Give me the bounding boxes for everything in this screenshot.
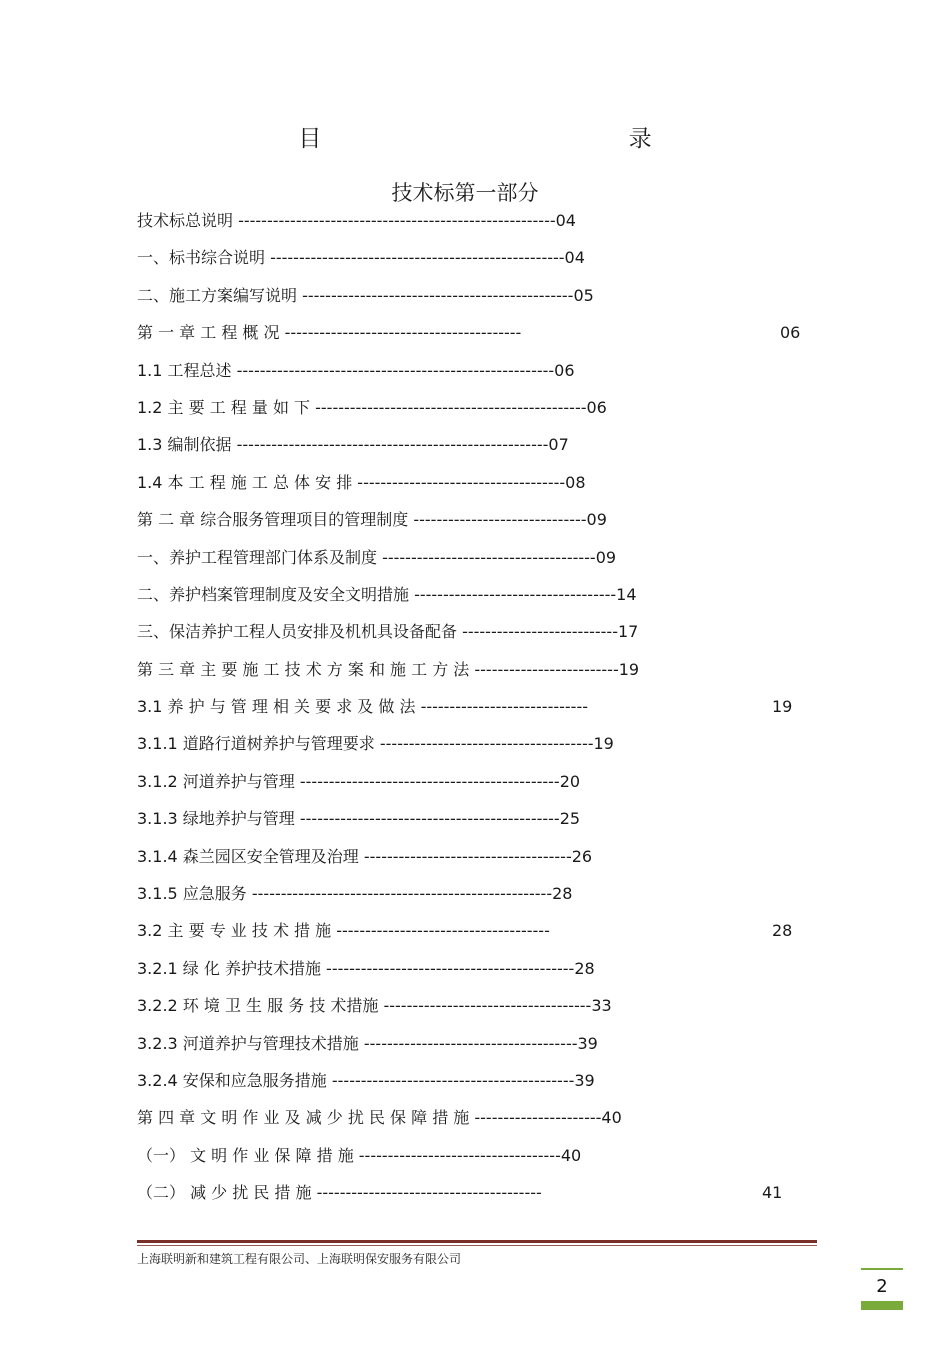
- toc-entry[interactable]: [137, 1143, 817, 1180]
- footer-divider: [137, 1240, 817, 1243]
- toc-entry[interactable]: [137, 1031, 817, 1068]
- toc-entry[interactable]: [137, 881, 817, 918]
- toc-entry-text: 3.2 主 要 专 业 技 术 措 施 -------------------------------------: [137, 921, 550, 941]
- toc-entry[interactable]: [137, 993, 817, 1030]
- toc-entry[interactable]: [137, 657, 817, 694]
- toc-entry-text: 3.1.5 应急服务 ----------------------------------------------------28: [137, 884, 573, 904]
- toc-entry[interactable]: [137, 208, 817, 245]
- toc-entry-text: 3.1 养 护 与 管 理 相 关 要 求 及 做 法 -----------------------------: [137, 697, 588, 717]
- toc-entry[interactable]: [137, 619, 817, 656]
- toc-entry-text: 1.2 主 要 工 程 量 如 下 -----------------------------------------------06: [137, 397, 607, 417]
- toc-entry-text: 一、养护工程管理部门体系及制度 -------------------------------------09: [137, 547, 617, 567]
- toc-entry-page: 28: [772, 921, 793, 941]
- footer-divider-thin: [137, 1245, 817, 1246]
- toc-entry-text: （二） 减 少 扰 民 措 施 ---------------------------------------: [137, 1183, 542, 1203]
- toc-entry-text: 3.2.2 环 境 卫 生 服 务 技 术措施 ------------------------------------33: [137, 996, 612, 1016]
- toc-entry[interactable]: [137, 320, 817, 357]
- toc-entry-text: 第 二 章 综合服务管理项目的管理制度 ------------------------------09: [137, 510, 607, 530]
- toc-entry-text: 第 三 章 主 要 施 工 技 术 方 案 和 施 工 方 法 -------------------------19: [137, 659, 640, 679]
- toc-entry-page: 06: [780, 323, 801, 343]
- toc-entry-text: 第 四 章 文 明 作 业 及 减 少 扰 民 保 障 措 施 ----------------------40: [137, 1108, 622, 1128]
- toc-entry[interactable]: [137, 956, 817, 993]
- toc-title: 目 录: [298, 126, 802, 152]
- toc-entry-text: 3.2.3 河道养护与管理技术措施 -------------------------------------39: [137, 1033, 598, 1053]
- toc-entry-text: 3.1.1 道路行道树养护与管理要求 -------------------------------------19: [137, 734, 614, 754]
- toc-entry-text: 3.2.1 绿 化 养护技术措施 -------------------------------------------28: [137, 958, 595, 978]
- toc-entry-text: 1.3 编制依据 ------------------------------------------------------07: [137, 435, 569, 455]
- toc-entry[interactable]: [137, 432, 817, 469]
- toc-entry[interactable]: [137, 358, 817, 395]
- page-number-bar-top: [861, 1268, 903, 1270]
- toc-entry[interactable]: [137, 694, 817, 731]
- toc-list: [137, 208, 817, 1218]
- toc-entry-page: 19: [772, 697, 793, 717]
- toc-entry[interactable]: [137, 507, 817, 544]
- toc-entry-text: 1.1 工程总述 -------------------------------------------------------06: [137, 360, 575, 380]
- toc-entry[interactable]: [137, 731, 817, 768]
- toc-entry[interactable]: [137, 470, 817, 507]
- toc-entry[interactable]: [137, 918, 817, 955]
- toc-entry-text: 第 一 章 工 程 概 况 -----------------------------------------: [137, 323, 522, 343]
- toc-entry-text: 3.1.2 河道养护与管理 ---------------------------------------------20: [137, 771, 581, 791]
- toc-entry[interactable]: [137, 545, 817, 582]
- toc-entry[interactable]: [137, 1068, 817, 1105]
- toc-entry[interactable]: [137, 245, 817, 282]
- toc-entry[interactable]: [137, 1180, 817, 1217]
- toc-entry-text: 3.1.3 绿地养护与管理 ---------------------------------------------25: [137, 809, 581, 829]
- toc-subtitle: 技术标第一部分: [391, 181, 539, 205]
- toc-entry-text: 三、保洁养护工程人员安排及机机具设备配备 ---------------------------17: [137, 622, 639, 642]
- toc-entry-text: 3.2.4 安保和应急服务措施 ------------------------------------------39: [137, 1070, 595, 1090]
- toc-entry-text: 二、养护档案管理制度及安全文明措施 -----------------------------------14: [137, 584, 637, 604]
- footer-company: 上海联明新和建筑工程有限公司、上海联明保安服务有限公司: [137, 1252, 462, 1266]
- toc-entry[interactable]: [137, 582, 817, 619]
- toc-entry[interactable]: [137, 844, 817, 881]
- toc-entry-text: （一） 文 明 作 业 保 障 措 施 -----------------------------------40: [137, 1145, 582, 1165]
- toc-entry[interactable]: [137, 1105, 817, 1142]
- toc-entry[interactable]: [137, 283, 817, 320]
- toc-entry-text: 3.1.4 森兰园区安全管理及治理 ------------------------------------26: [137, 846, 593, 866]
- toc-entry[interactable]: [137, 769, 817, 806]
- page-number: 2: [876, 1276, 888, 1297]
- toc-entry-text: 一、标书综合说明 ---------------------------------------------------04: [137, 248, 585, 268]
- toc-entry-page: 41: [762, 1183, 783, 1203]
- page-number-bar-bottom: [861, 1301, 903, 1310]
- toc-entry[interactable]: [137, 395, 817, 432]
- toc-entry-text: 技术标总说明 -------------------------------------------------------04: [137, 211, 576, 230]
- toc-entry-text: 1.4 本 工 程 施 工 总 体 安 排 ------------------------------------08: [137, 472, 586, 492]
- toc-entry[interactable]: [137, 806, 817, 843]
- toc-entry-text: 二、施工方案编写说明 -----------------------------------------------05: [137, 285, 594, 305]
